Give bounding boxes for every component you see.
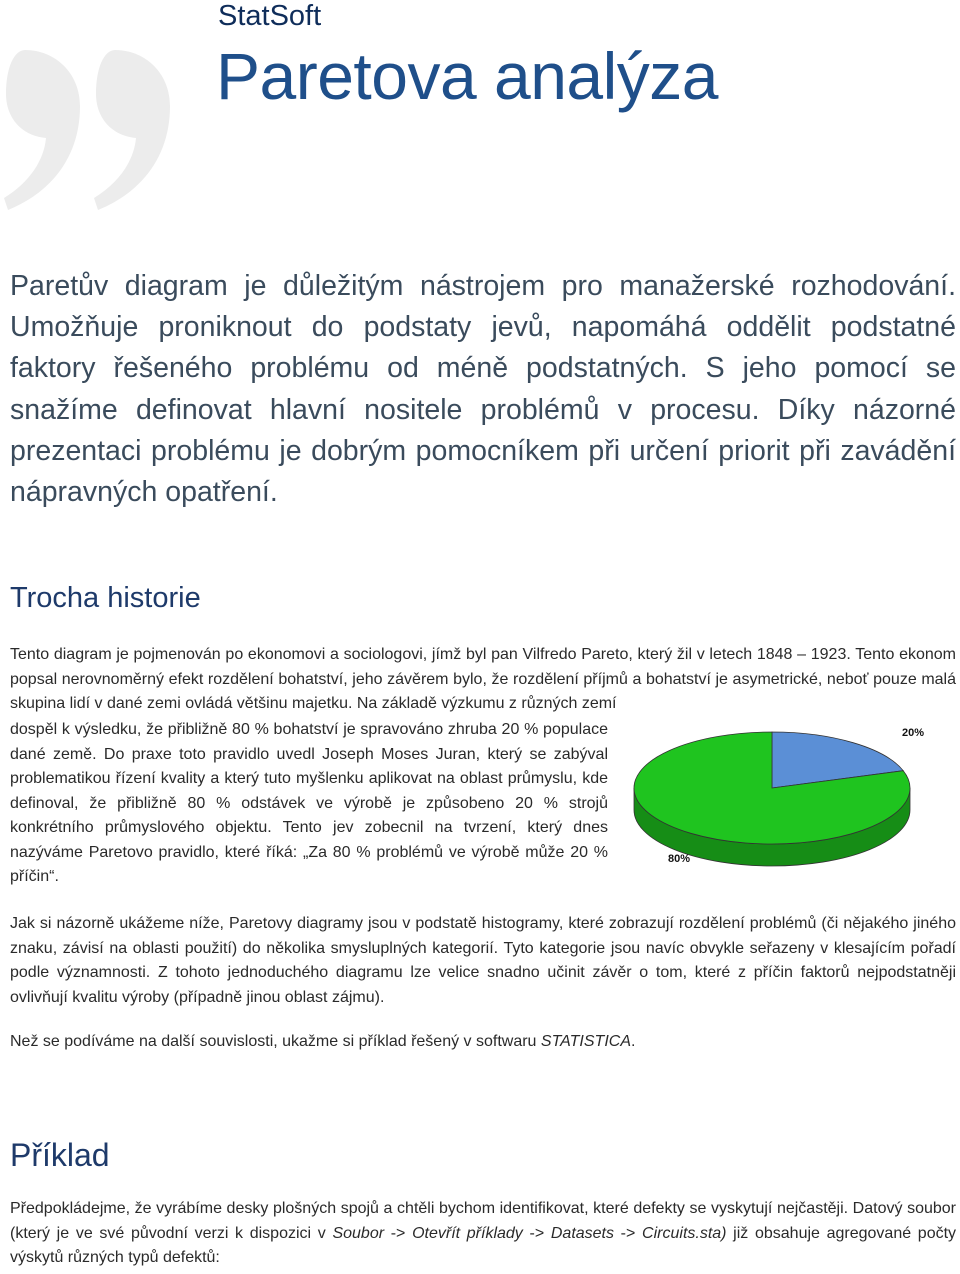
history-paragraph-4 [10,1030,956,1055]
statistica-name: STATISTICA [540,1033,631,1050]
menu-arrow: -> [614,1224,643,1242]
menu-arrow: -> [384,1224,413,1242]
example-text-end: již obsahuje agregované počty výskytů různých typů defektů: [10,1224,957,1266]
para4-end: . [630,1033,636,1050]
brand-name: StatSoft [218,0,322,32]
menu-soubor: Soubor [332,1224,385,1242]
history-paragraph-2: dospěl k výsledku, že přibližně 80 % bohatství je spravováno zhruba 20 % populace dané země. Do praxe toto pravidlo uvedl Joseph Moses Juran, který se zabýval problematikou řízení kvality a který tuto myšlenku aplikovat na oblast průmyslu, kde definoval, že přibližně 80 % odstávek ve výrobě je způsobeno 20 % strojů konkrétního průmyslového objektu. Tento jev zobecnil na tvrzení, který dnes nazýváme Paretovo pravidlo, které říká: „Za 80 % problémů ve výrobě může 20 % příčin“. [10,721,608,885]
para4-text: Než se podíváme na další souvislosti, ukažme si příklad řešený v softwaru [10,1033,541,1050]
pie-label-1: 80% [668,853,691,865]
history-paragraph-1: Tento diagram je pojmenován po ekonomovi a sociologovi, jímž byl pan Vilfredo Pareto, který žil v letech 1848 – 1923. Tento ekonom popsal nerovnoměrný efekt rozdělení bohatství, jeho závěrem bylo, že rozdělení příjmů a bohatství je asymetrické, neboť pouze malá skupina lidí v dané zemi ovládá většinu majetku. Na základě výzkumu z různých zemí [10,646,956,712]
page-title: Paretova analýza [216,39,718,113]
example-text-start: Předpokládejme, že vyrábíme desky plošných spojů a chtěli bychom identifikovat, které defekty se vyskytují nejčastěji. Datový soubor (který je ve své původní verzi k dispozici v [10,1200,956,1242]
menu-otevrit-priklady: Otevřít příklady [412,1224,523,1242]
section-heading-history: Trocha historie [10,582,201,614]
pie-label-0: 20% [902,727,925,739]
quote-mark-icon [0,38,200,218]
intro-paragraph: Paretův diagram je důležitým nástrojem pro manažerské rozhodování. Umožňuje proniknout do podstaty jevů, napomáhá oddělit podstatné faktory řešeného problému od méně podstatných. S jeho pomocí se snažíme definovat hlavní nositele problémů v procesu. Díky názorné prezentaci problému je dobrým pomocníkem při určení priorit při zavádění nápravných opatření. [10,270,956,509]
section-heading-example: Příklad [10,1137,110,1173]
menu-datasets: Datasets [550,1224,614,1242]
pareto-pie-chart [630,720,930,880]
example-paragraph [10,1197,956,1271]
menu-arrow: -> [522,1224,551,1242]
history-paragraph-3: Jak si názorně ukážeme níže, Paretovy diagramy jsou v podstatě histogramy, které zobrazují rozdělení problémů (či nějakého jiného znaku, závisí na oblasti použití) do několika smysluplných kategorií. Tyto kategorie jsou navíc obvykle seřazeny v klesajícím pořadí podle významnosti. Z tohoto jednoduchého diagramu lze velice snadno učinit závěr o tom, které z příčin faktorů nejpodstatněji ovlivňují kvalitu výroby (případně jinou oblast zájmu). [10,915,956,1006]
menu-file-circuits: Circuits.sta) [642,1224,727,1242]
